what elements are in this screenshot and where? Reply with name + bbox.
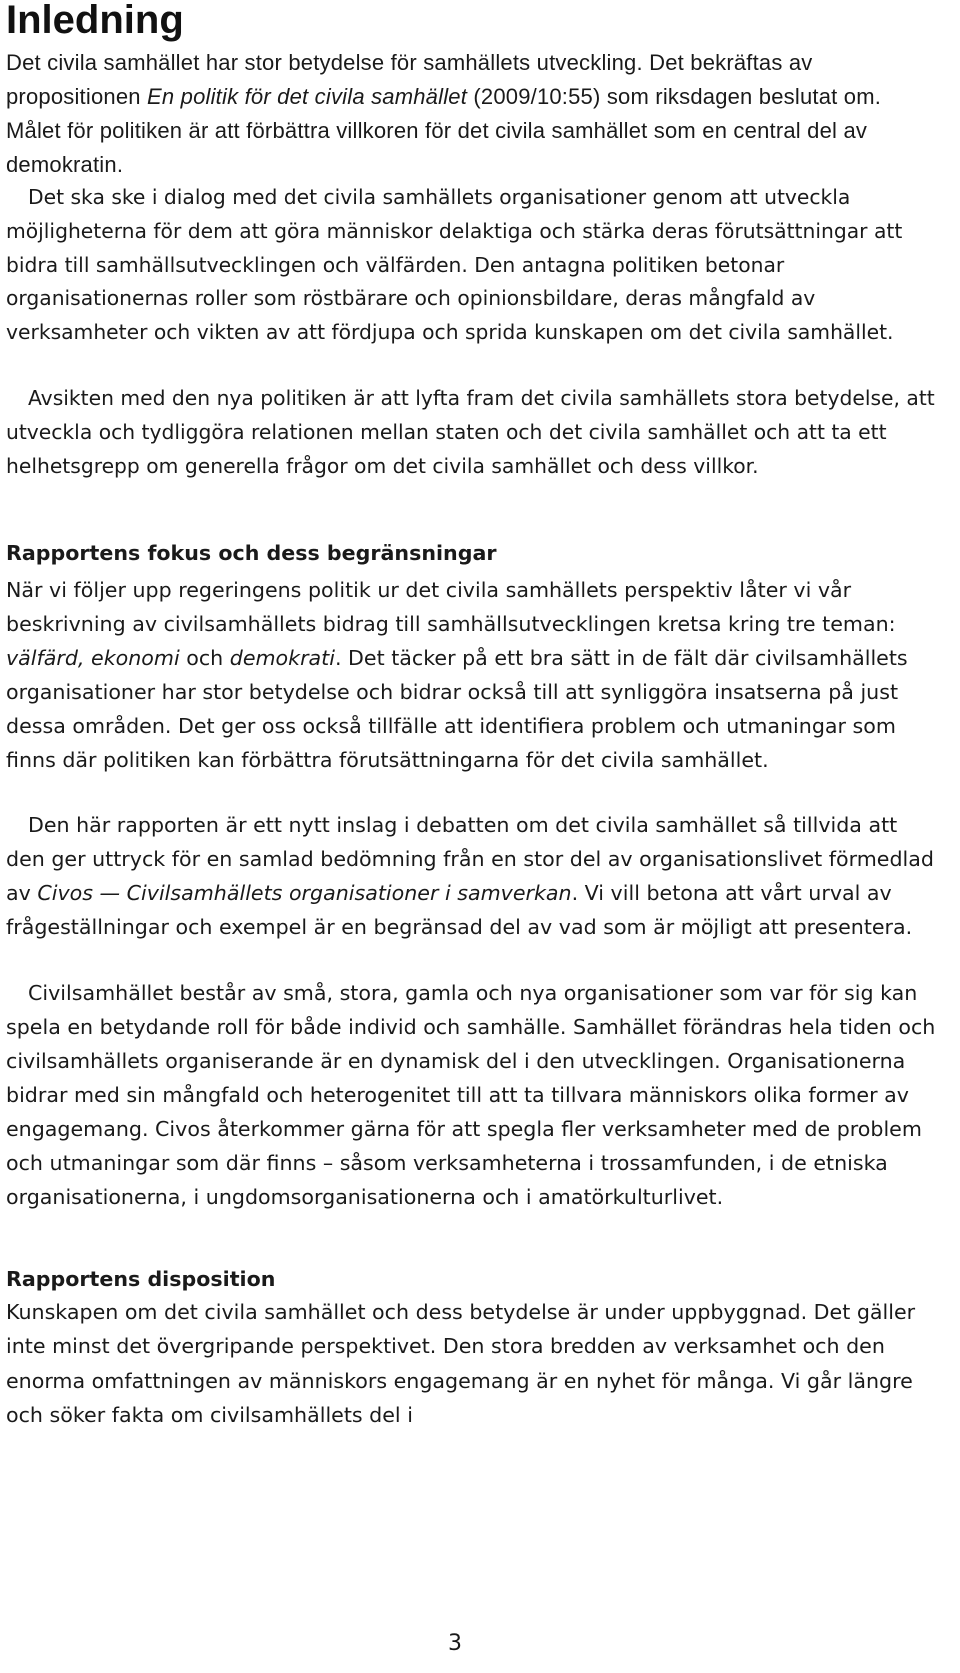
page-title: Inledning	[6, 0, 184, 42]
fokus-p1-text-a: När vi följer upp regeringens politik ur det civila samhällets perspektiv låter vi vår beskrivning av civilsamhällets bidrag till samhällsutvecklingen kretsa kring tre teman:	[6, 578, 896, 637]
fokus-paragraph-2	[6, 808, 941, 944]
page-number: 3	[448, 1631, 462, 1656]
section-heading-fokus: Rapportens fokus och dess begränsningar	[6, 541, 497, 565]
intro-paragraph-2: Det ska ske i dialog med det civila samhällets organisationer genom att utveckla möjligheterna för dem att göra människor delaktiga och stärka deras förutsättningar att bidra till samhällsutvecklingen och välfärden. Den antagna politiken betonar organisationernas roller som röstbärare och opinionsbildare, deras mångfald av verksamheter och vikten av att fördjupa och sprida kunskapen om det civila samhället.	[6, 185, 903, 345]
theme-democracy: demokrati	[229, 646, 335, 671]
disposition-paragraph-1: Kunskapen om det civila samhället och dess betydelse är under uppbyggnad. Det gäller inte minst det övergripande perspektivet. Den stora bredden av verksamhet och den enorma omfattningen av människors engagemang är en nyhet för många. Vi går längre och söker fakta om civilsamhällets del i	[6, 1300, 916, 1428]
proposition-title: En politik för det civila samhället	[147, 84, 468, 109]
intro-p1-text-a: Det civila samhället har stor betydelse för samhällets utveckling. Det bekräftas av propositionen	[6, 50, 813, 109]
civos-name: Civos — Civilsamhällets organisationer i samverkan	[37, 881, 572, 905]
theme-welfare-economy: välfärd, ekonomi	[6, 646, 180, 671]
fokus-paragraph-3: Civilsamhället består av små, stora, gamla och nya organisationer som var för sig kan spela en betydande roll för både individ och samhälle. Samhället förändras hela tiden och civilsamhällets organiserande är en dynamisk del i den utvecklingen. Organisationerna bidrar med sin mångfald och heterogenitet till att ta tillvara människors olika former av engagemang. Civos återkommer gärna för att spegla fler verksamheter med de problem och utmaningar som där finns – såsom verksamheterna i trossamfunden, i de etniska organisationerna, i ungdomsorganisationerna och i amatörkulturlivet.	[6, 981, 936, 1209]
fokus-p2-text-b: . Vi vill betona att vårt urval av frågeställningar och exempel är en begränsad del av vad som är möjligt att presentera.	[6, 881, 913, 939]
intro-paragraph-3: Avsikten med den nya politiken är att lyfta fram det civila samhällets stora betydelse, att utveckla och tydliggöra relationen mellan staten och det civila samhället och att ta ett helhetsgrepp om generella frågor om det civila samhället och dess villkor.	[6, 386, 935, 478]
fokus-p1-and: och	[179, 646, 230, 671]
intro-p1-text-b: (2009/10:55) som riksdagen beslutat om. Målet för politiken är att förbättra villkoren för det civila samhället som en central del av demokratin.	[6, 84, 882, 177]
fokus-p1-text-b: . Det täcker på ett bra sätt in de fält där civilsamhällets organisationer har stor betydelse och bidrar också till att synliggöra insatserna på just dessa områden. Det ger oss också tillfälle att identifiera problem och utmaningar som finns där politiken kan förbättra förutsättningarna för det civila samhället.	[6, 646, 908, 773]
section-heading-disposition: Rapportens disposition	[6, 1267, 276, 1291]
fokus-p2-text-a: Den här rapporten är ett nytt inslag i debatten om det civila samhället så tillvida att den ger uttryck för en samlad bedömning från en stor del av organisationslivet förmedlad av	[6, 813, 934, 905]
fokus-paragraph-1	[6, 573, 941, 778]
intro-paragraph-1	[6, 46, 941, 182]
